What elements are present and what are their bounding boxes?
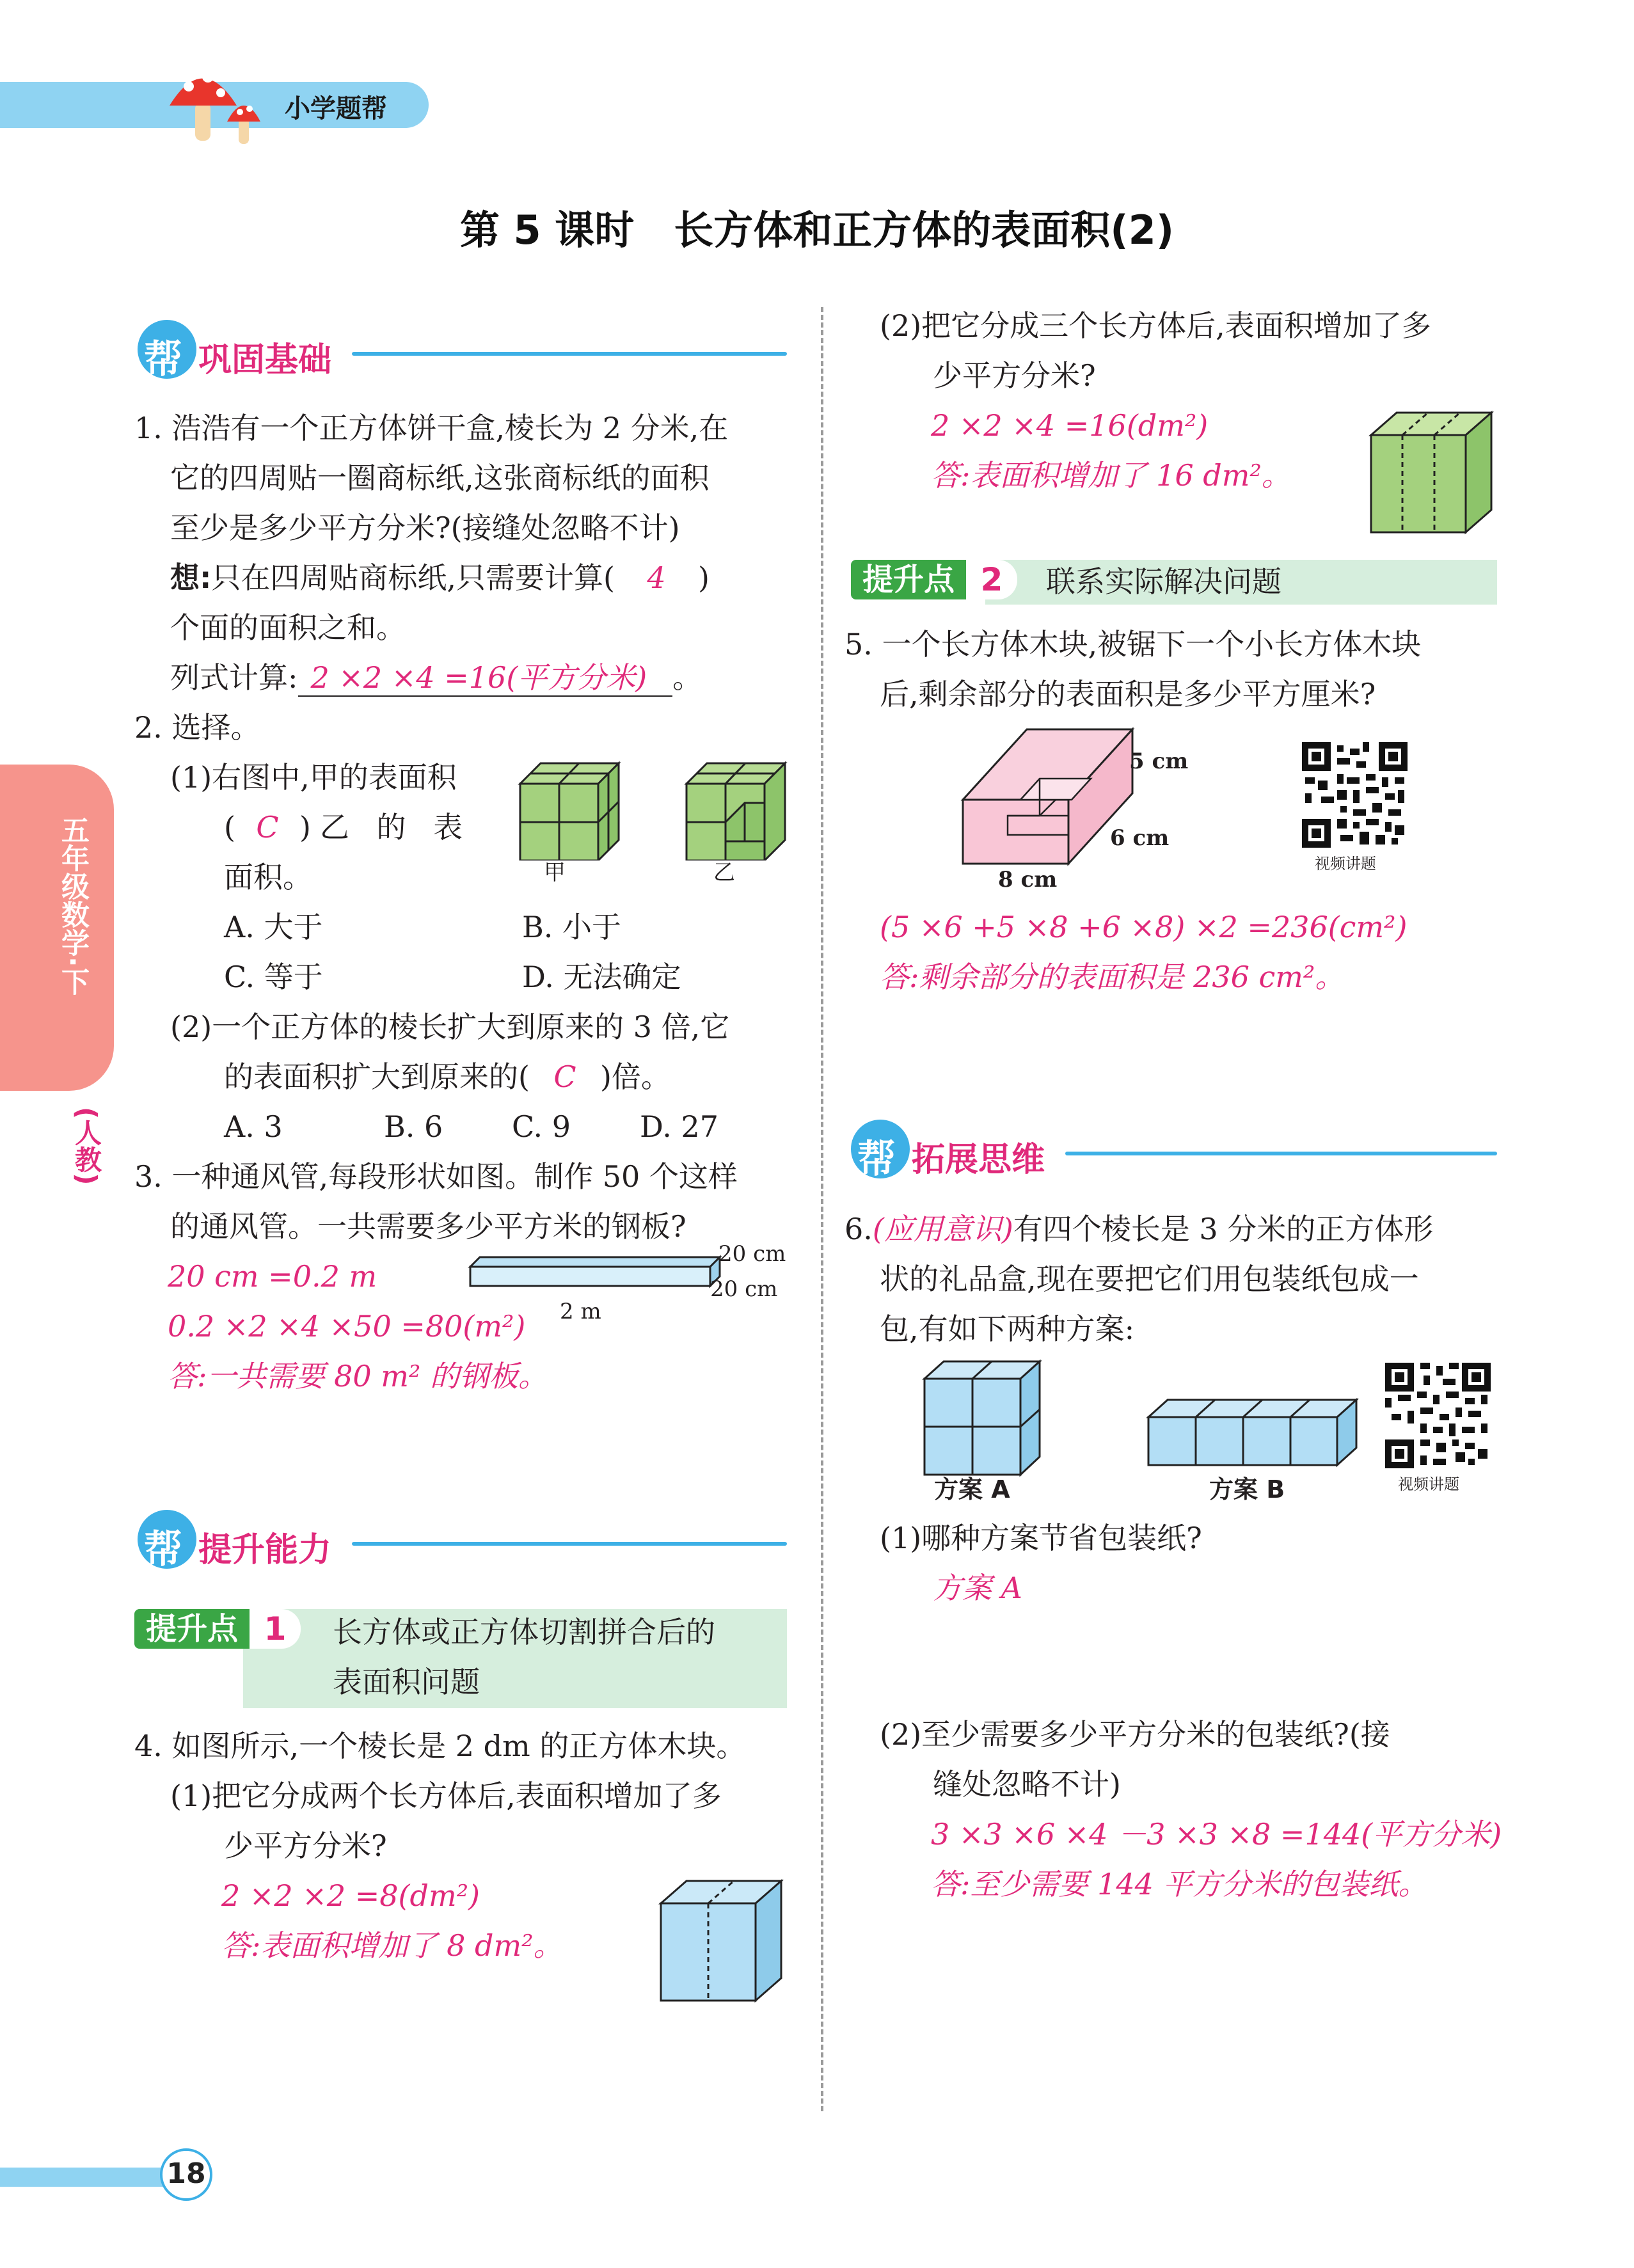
q6-p1-ans: 方案 A bbox=[933, 1571, 1022, 1605]
duct-width: 20 cm bbox=[718, 1241, 786, 1267]
column-divider bbox=[821, 307, 823, 2111]
q2-p1-line2 bbox=[224, 802, 472, 852]
page-title: 第 5 课时 长方体和正方体的表面积(2) bbox=[459, 207, 1175, 253]
plan-a-label: 方案 A bbox=[934, 1475, 1010, 1503]
q5-fig-depth: 6 cm bbox=[1110, 825, 1170, 851]
q1-line1: 1. 浩浩有一个正方体饼干盒,棱长为 2 分米,在 bbox=[134, 411, 729, 445]
tip2-tag: 提升点 bbox=[851, 560, 966, 599]
cube-figure-yi bbox=[681, 758, 790, 860]
q6-line1-text: 有四个棱长是 3 分米的正方体形 bbox=[1013, 1212, 1434, 1246]
tip2-num: 2 bbox=[966, 560, 1017, 599]
q3-ans1: 20 cm =0.2 m bbox=[168, 1259, 377, 1294]
q2-p2-line1: (2)一个正方体的棱长扩大到原来的 3 倍,它 bbox=[170, 1010, 730, 1044]
q5-line2: 后,剩余部分的表面积是多少平方厘米? bbox=[880, 677, 1376, 711]
mushroom-logo bbox=[163, 58, 278, 147]
footer-bar bbox=[0, 2168, 186, 2187]
q2-p1-line3: 面积。 bbox=[224, 860, 312, 894]
page-number: 18 bbox=[166, 2157, 206, 2190]
tip2-text: 联系实际解决问题 bbox=[1046, 564, 1281, 599]
section-label: 提升能力 bbox=[198, 1531, 332, 1569]
brand-name: 小学题帮 bbox=[285, 94, 387, 123]
q2-opt2-c: C. 9 bbox=[512, 1109, 571, 1144]
q4-p2-ans1: 2 ×2 ×4 =16(dm²) bbox=[931, 408, 1209, 443]
q2-title: 2. 选择。 bbox=[134, 710, 260, 745]
q5-ans2: 答:剩余部分的表面积是 236 cm²。 bbox=[880, 960, 1345, 994]
q6-tag: (应用意识) bbox=[872, 1212, 1013, 1246]
q2-opt2-b: B. 6 bbox=[384, 1109, 443, 1144]
q6-line3: 包,有如下两种方案: bbox=[880, 1312, 1135, 1346]
q2-opt-b: B. 小于 bbox=[522, 910, 622, 944]
q5-fig-height: 5 cm bbox=[1129, 749, 1189, 774]
section-label: 拓展思维 bbox=[912, 1141, 1045, 1179]
section-expand bbox=[851, 1120, 1497, 1184]
plan-a-figure bbox=[921, 1360, 1043, 1478]
duct-length: 2 m bbox=[560, 1299, 601, 1324]
q6-prefix: 6. bbox=[845, 1212, 873, 1246]
q6-line2: 状的礼品盒,现在要把它们用包装纸包成一 bbox=[880, 1262, 1419, 1296]
q4-p1-line1: (1)把它分成两个长方体后,表面积增加了多 bbox=[170, 1779, 722, 1813]
cube-figure-jia bbox=[515, 758, 624, 860]
cube-split-two bbox=[656, 1878, 784, 2006]
q2-opt-c: C. 等于 bbox=[224, 960, 323, 994]
q6-p2-line1: (2)至少需要多少平方分米的包装纸?(接 bbox=[880, 1717, 1390, 1752]
qr-caption: 视频讲题 bbox=[1398, 1475, 1459, 1493]
q2-p2-line2a: 的表面积扩大到原来的( bbox=[224, 1059, 530, 1094]
q1-think-label: 想: bbox=[170, 560, 212, 595]
q5-ans1: (5 ×6 +5 ×8 +6 ×8) ×2 =236(cm²) bbox=[880, 910, 1408, 944]
q4-p1-ans1: 2 ×2 ×2 =8(dm²) bbox=[221, 1878, 480, 1913]
q2-opt-d: D. 无法确定 bbox=[522, 960, 681, 994]
plan-b-figure bbox=[1145, 1398, 1360, 1468]
q4-p1-ans2: 答:表面积增加了 8 dm²。 bbox=[221, 1928, 563, 1963]
tip1-tag: 提升点 bbox=[134, 1609, 250, 1649]
q6-p2-ans1: 3 ×3 ×6 ×4 －3 ×3 ×8 =144(平方分米) bbox=[931, 1817, 1502, 1852]
q5-line1: 5. 一个长方体木块,被锯下一个小长方体木块 bbox=[845, 627, 1422, 662]
q3-ans3: 答:一共需要 80 m² 的钢板。 bbox=[168, 1359, 548, 1393]
tip1-num: 1 bbox=[250, 1609, 301, 1649]
q2-p2-answer: C bbox=[553, 1059, 576, 1094]
q2-p2-line2b: )倍。 bbox=[599, 1059, 670, 1094]
figure-label-yi: 乙 bbox=[713, 860, 735, 885]
q6-p2-ans2: 答:至少需要 144 平方分米的包装纸。 bbox=[931, 1867, 1428, 1901]
tip1-line1: 长方体或正方体切割拼合后的 bbox=[333, 1615, 715, 1649]
q2-opt-a: A. 大于 bbox=[224, 910, 323, 944]
q4-p2-line1: (2)把它分成三个长方体后,表面积增加了多 bbox=[880, 308, 1431, 343]
q1-line2: 它的四周贴一圈商标纸,这张商标纸的面积 bbox=[170, 461, 710, 495]
q3-ans2: 0.2 ×2 ×4 ×50 =80(m²) bbox=[168, 1309, 526, 1344]
side-tab-edition: (人教) bbox=[71, 1107, 102, 1186]
q1-line3: 至少是多少平方分米?(接缝处忽略不计) bbox=[170, 511, 680, 545]
q2-p1-line1: (1)右图中,甲的表面积 bbox=[170, 760, 457, 795]
q6-p2-line2: 缝处忽略不计) bbox=[933, 1767, 1121, 1802]
section-badge-text: 帮 bbox=[144, 1527, 182, 1572]
q1-calc-end: 。 bbox=[672, 660, 702, 695]
duct-figure bbox=[467, 1254, 723, 1292]
q2-p1-open: ( bbox=[224, 810, 235, 845]
section-rule bbox=[1065, 1152, 1497, 1155]
q2-p1-answer: C bbox=[256, 810, 279, 845]
q3-line2: 的通风管。一共需要多少平方米的钢板? bbox=[170, 1209, 686, 1244]
section-rule bbox=[352, 352, 787, 356]
section-rule bbox=[352, 1542, 787, 1546]
q6-p1: (1)哪种方案节省包装纸? bbox=[880, 1521, 1202, 1555]
q2-p2-line2 bbox=[224, 1052, 670, 1102]
cube-split-three bbox=[1366, 409, 1494, 537]
section-improve bbox=[138, 1510, 787, 1574]
q1-think-close: ) bbox=[697, 560, 710, 595]
q3-line1: 3. 一种通风管,每段形状如图。制作 50 个这样 bbox=[134, 1159, 738, 1194]
plan-b-label: 方案 B bbox=[1209, 1475, 1285, 1503]
q1-calc-answer: 2 ×2 ×4 =16(平方分米) bbox=[298, 660, 673, 697]
side-tab-grade: 五年级数学·下 bbox=[56, 816, 89, 995]
q4-p2-ans2: 答:表面积增加了 16 dm²。 bbox=[931, 458, 1291, 493]
section-badge-text: 帮 bbox=[144, 337, 182, 382]
tip1-line2: 表面积问题 bbox=[333, 1665, 480, 1699]
section-badge-text: 帮 bbox=[857, 1137, 896, 1182]
q4-line1: 4. 如图所示,一个棱长是 2 dm 的正方体木块。 bbox=[134, 1729, 746, 1763]
q2-p1-close: )乙 的 表 bbox=[299, 810, 472, 845]
q1-calc-label: 列式计算: bbox=[170, 660, 298, 695]
q6-line1 bbox=[845, 1204, 1433, 1254]
duct-height: 20 cm bbox=[710, 1276, 778, 1302]
qr-caption: 视频讲题 bbox=[1315, 855, 1376, 873]
qr-code-icon[interactable] bbox=[1299, 739, 1411, 851]
section-basics bbox=[138, 320, 787, 384]
q1-think-answer: 4 bbox=[647, 560, 666, 595]
figure-label-jia: 甲 bbox=[544, 860, 566, 885]
q5-fig-width: 8 cm bbox=[998, 867, 1058, 892]
q4-p2-line2: 少平方分米? bbox=[933, 358, 1096, 393]
q2-opt2-a: A. 3 bbox=[224, 1109, 283, 1144]
q1-calc bbox=[170, 653, 702, 702]
q1-think bbox=[170, 553, 710, 603]
q1-think-text: 只在四周贴商标纸,只需要计算( bbox=[211, 560, 615, 595]
section-label: 巩固基础 bbox=[198, 341, 332, 379]
q1-line5: 个面的面积之和。 bbox=[170, 610, 406, 645]
q4-p1-line2: 少平方分米? bbox=[224, 1828, 387, 1863]
q2-opt2-d: D. 27 bbox=[640, 1109, 719, 1144]
qr-code-icon[interactable] bbox=[1382, 1360, 1494, 1471]
